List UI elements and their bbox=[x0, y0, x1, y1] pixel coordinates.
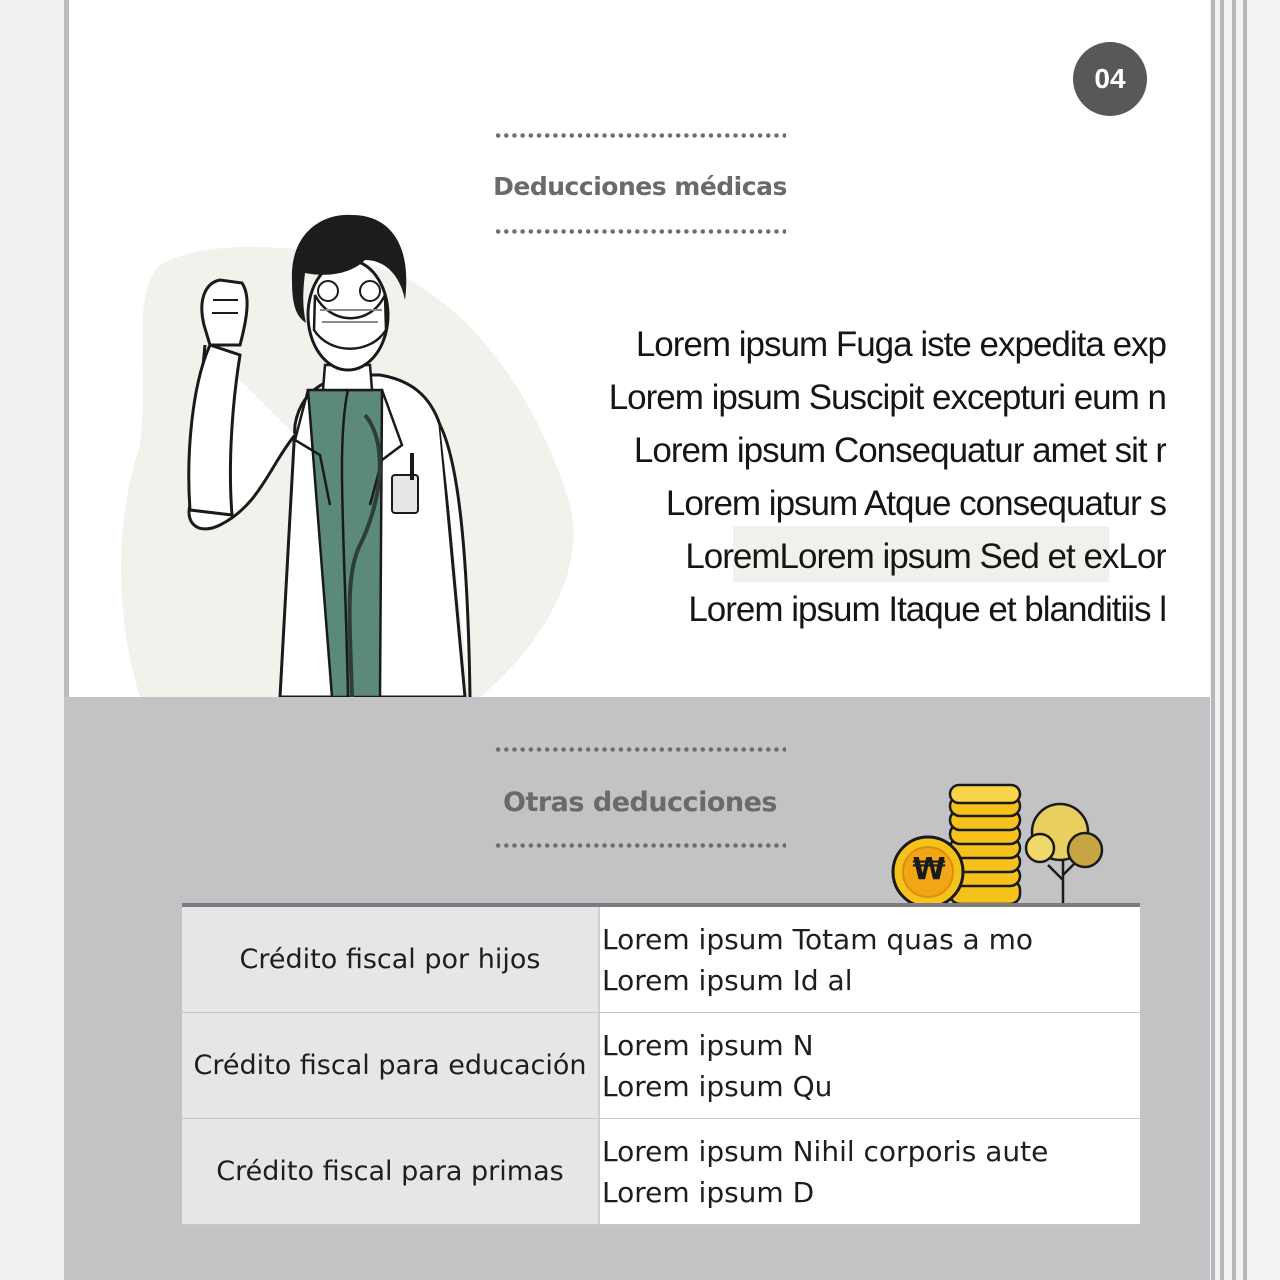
deductions-table bbox=[182, 903, 1140, 1225]
dotted-divider bbox=[494, 747, 786, 752]
medical-line: Lorem ipsum Fuga iste expedita exp bbox=[635, 325, 1166, 364]
margin-line bbox=[1211, 0, 1215, 1280]
dotted-divider bbox=[494, 133, 786, 138]
table-row bbox=[182, 907, 1140, 1013]
won-symbol: ₩ bbox=[912, 852, 946, 887]
margin-line bbox=[1220, 0, 1224, 1280]
medical-line: Lorem ipsum Itaque et blanditiis l bbox=[688, 590, 1166, 629]
row-value-line: Lorem ipsum D bbox=[602, 1175, 815, 1209]
row-label: Crédito fiscal para educación bbox=[182, 1013, 600, 1118]
table-row bbox=[182, 1013, 1140, 1119]
row-value bbox=[600, 907, 1140, 1012]
row-value bbox=[600, 1013, 1140, 1118]
row-value-line: Lorem ipsum Qu bbox=[602, 1069, 833, 1103]
margin-line bbox=[1232, 0, 1236, 1280]
medical-line: Lorem ipsum Atque consequatur s bbox=[665, 484, 1166, 523]
row-value-line: Lorem ipsum Nihil corporis aute bbox=[602, 1134, 1049, 1168]
left-margin bbox=[0, 0, 64, 1280]
coin-stack-icon bbox=[888, 780, 1113, 910]
medical-text-block bbox=[526, 318, 1166, 636]
other-title: Otras deducciones bbox=[503, 787, 777, 818]
margin-line bbox=[1243, 0, 1247, 1280]
medical-line: LoremLorem ipsum Sed et exLor bbox=[685, 537, 1166, 576]
medical-line: Lorem ipsum Consequatur amet sit r bbox=[633, 431, 1166, 470]
row-value-line: Lorem ipsum Totam quas a mo bbox=[602, 922, 1034, 956]
medical-line: Lorem ipsum Suscipit excepturi eum n bbox=[608, 378, 1166, 417]
right-margin bbox=[1210, 0, 1280, 1280]
medical-title: Deducciones médicas bbox=[493, 172, 787, 201]
row-value bbox=[600, 1119, 1140, 1224]
dotted-divider bbox=[494, 843, 786, 848]
table-row bbox=[182, 1119, 1140, 1225]
row-value-line: Lorem ipsum N bbox=[602, 1028, 814, 1062]
page-number-badge: 04 bbox=[1073, 42, 1147, 116]
row-label: Crédito fiscal por hijos bbox=[182, 907, 600, 1012]
doctor-illustration bbox=[120, 205, 590, 697]
row-value-line: Lorem ipsum Id al bbox=[602, 963, 853, 997]
row-label: Crédito fiscal para primas bbox=[182, 1119, 600, 1224]
